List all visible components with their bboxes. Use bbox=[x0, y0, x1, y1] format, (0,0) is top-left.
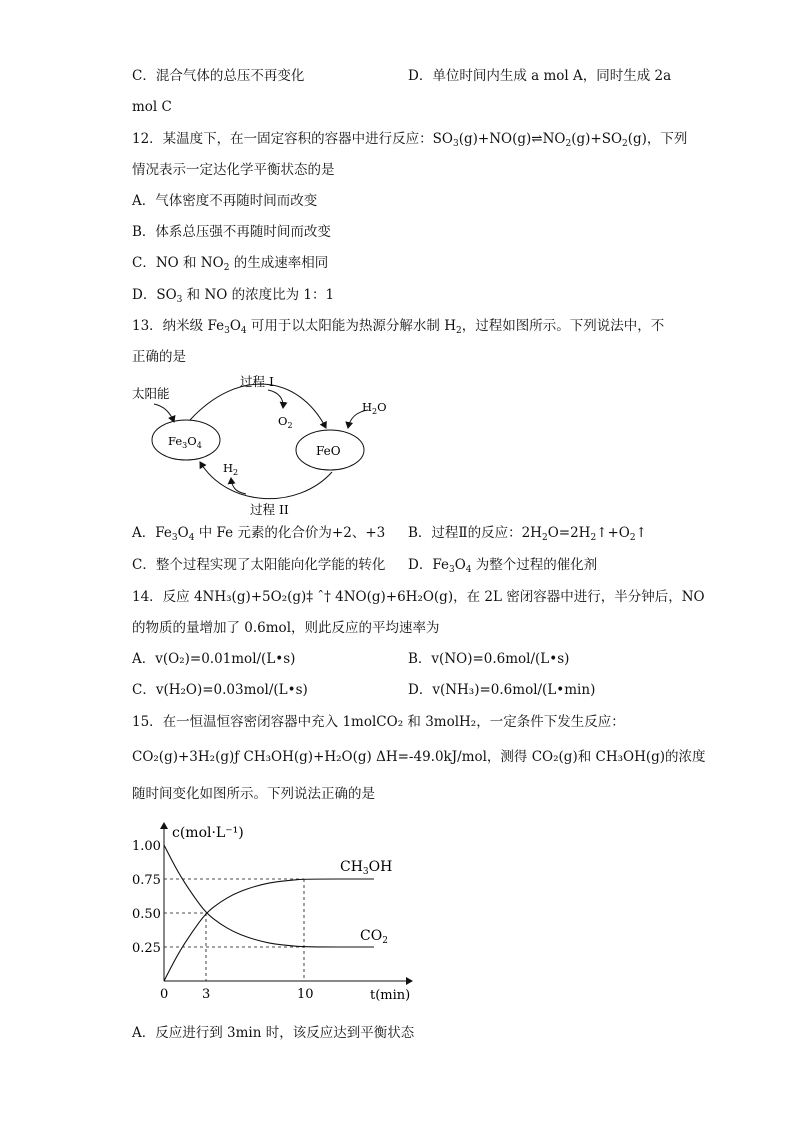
q12-option-b: B．体系总压强不再随时间而改变 bbox=[132, 224, 331, 240]
y-tick-label: 0.75 bbox=[132, 873, 161, 888]
process-cycle-diagram bbox=[128, 368, 398, 518]
q12-option-d: D．$SO_3$ 和 NO 的浓度比为 1：1 bbox=[132, 287, 335, 305]
label-feo: FeO bbox=[316, 444, 341, 458]
q12-option-c: C．NO 和 $NO_2$ 的生成速率相同 bbox=[132, 255, 329, 273]
label-fe3o4: $Fe_3O_4$ bbox=[168, 434, 202, 450]
q14-option-b: B．v(NO)=0.6mol/(L•s) bbox=[408, 651, 570, 667]
q11-option-d-cont: mol C bbox=[132, 99, 172, 115]
q11-option-d: D．单位时间内生成 a mol A，同时生成 2a bbox=[408, 68, 672, 84]
q14-option-d: D．v(NH₃)=0.6mol/(L•min) bbox=[408, 682, 596, 698]
label-h2o: $H_2O$ bbox=[362, 400, 387, 416]
sun-arrow bbox=[154, 404, 174, 422]
series-label-ch3oh: $CH_3OH$ bbox=[340, 859, 393, 877]
q13-option-c: C．整个过程实现了太阳能向化学能的转化 bbox=[132, 557, 386, 573]
q13-option-a: A．$Fe_3O_4$ 中 Fe 元素的化合价为+2、+3 bbox=[132, 525, 386, 543]
y-axis-label: c(mol·L⁻¹) bbox=[172, 825, 244, 841]
x-tick-label: 3 bbox=[202, 987, 211, 1002]
y-tick-label: 0.50 bbox=[132, 907, 161, 922]
series-line-ch3oh bbox=[164, 879, 374, 981]
label-process2: 过程 II bbox=[250, 502, 289, 517]
q11-option-c: C．混合气体的总压不再变化 bbox=[132, 68, 305, 84]
concentration-time-chart bbox=[128, 815, 418, 1010]
q14-option-c: C．v(H₂O)=0.03mol/(L•s) bbox=[132, 682, 308, 698]
q15-stem-cont: CO₂(g)+3H₂(g)ƒ CH₃OH(g)+H₂O(g) ΔH=-49.0kJ/mol，测得 CO₂(g)和 CH₃OH(g)的浓度 bbox=[132, 749, 706, 765]
q12-option-a: A．气体密度不再随时间而改变 bbox=[132, 193, 318, 209]
label-h2: $H_2$ bbox=[223, 461, 239, 477]
q13-stem-cont: 正确的是 bbox=[132, 349, 186, 365]
process1-arc bbox=[190, 384, 326, 428]
x-tick-label: 0 bbox=[160, 987, 169, 1002]
q13-option-b: B．过程Ⅱ的反应：$2H_2O=2H_2↑+O_2↑$ bbox=[408, 525, 647, 543]
label-o2: $O_2$ bbox=[278, 414, 293, 430]
q15-option-a: A．反应进行到 3min 时，该反应达到平衡状态 bbox=[132, 1025, 415, 1041]
x-tick-label: 10 bbox=[297, 987, 314, 1002]
y-tick-label: 0.25 bbox=[132, 941, 161, 956]
q14-option-a: A．v(O₂)=0.01mol/(L•s) bbox=[132, 651, 296, 667]
q12-stem: 12．某温度下，在一固定容积的容器中进行反应：$SO_3(g)+NO(g)\rightleftharpoons NO_2(g)+SO_2(g)$，下列 bbox=[132, 131, 688, 149]
x-axis-label: t(min) bbox=[370, 988, 411, 1003]
q14-stem-cont: 的物质的量增加了 0.6mol，则此反应的平均速率为 bbox=[132, 620, 440, 636]
q13-option-d: D．$Fe_3O_4$ 为整个过程的催化剂 bbox=[408, 557, 598, 575]
fe3o4-node bbox=[152, 420, 220, 460]
o2-branch-arrow bbox=[268, 390, 283, 408]
q14-stem: 14．反应 4NH₃(g)+5O₂(g)‡ ˆ† 4NO(g)+6H₂O(g)，在 2L 密闭容器中进行，半分钟后，NO bbox=[132, 589, 705, 605]
label-process1: 过程 I bbox=[240, 374, 274, 389]
series-label-co2: $CO_2$ bbox=[360, 928, 388, 946]
y-tick-label: 1.00 bbox=[132, 839, 161, 854]
q15-stem-cont2: 随时间变化如图所示。下列说法正确的是 bbox=[132, 786, 375, 802]
q15-stem: 15．在一恒温恒容密闭容器中充入 1molCO₂ 和 3molH₂，一定条件下发生反应： bbox=[132, 714, 625, 730]
q12-stem-cont: 情况表示一定达化学平衡状态的是 bbox=[132, 162, 335, 178]
q13-stem: 13．纳米级 $Fe_3O_4$ 可用于以太阳能为热源分解水制 $H_2$，过程如图所示。下列说法中，不 bbox=[132, 318, 665, 336]
label-sun: 太阳能 bbox=[132, 386, 170, 401]
